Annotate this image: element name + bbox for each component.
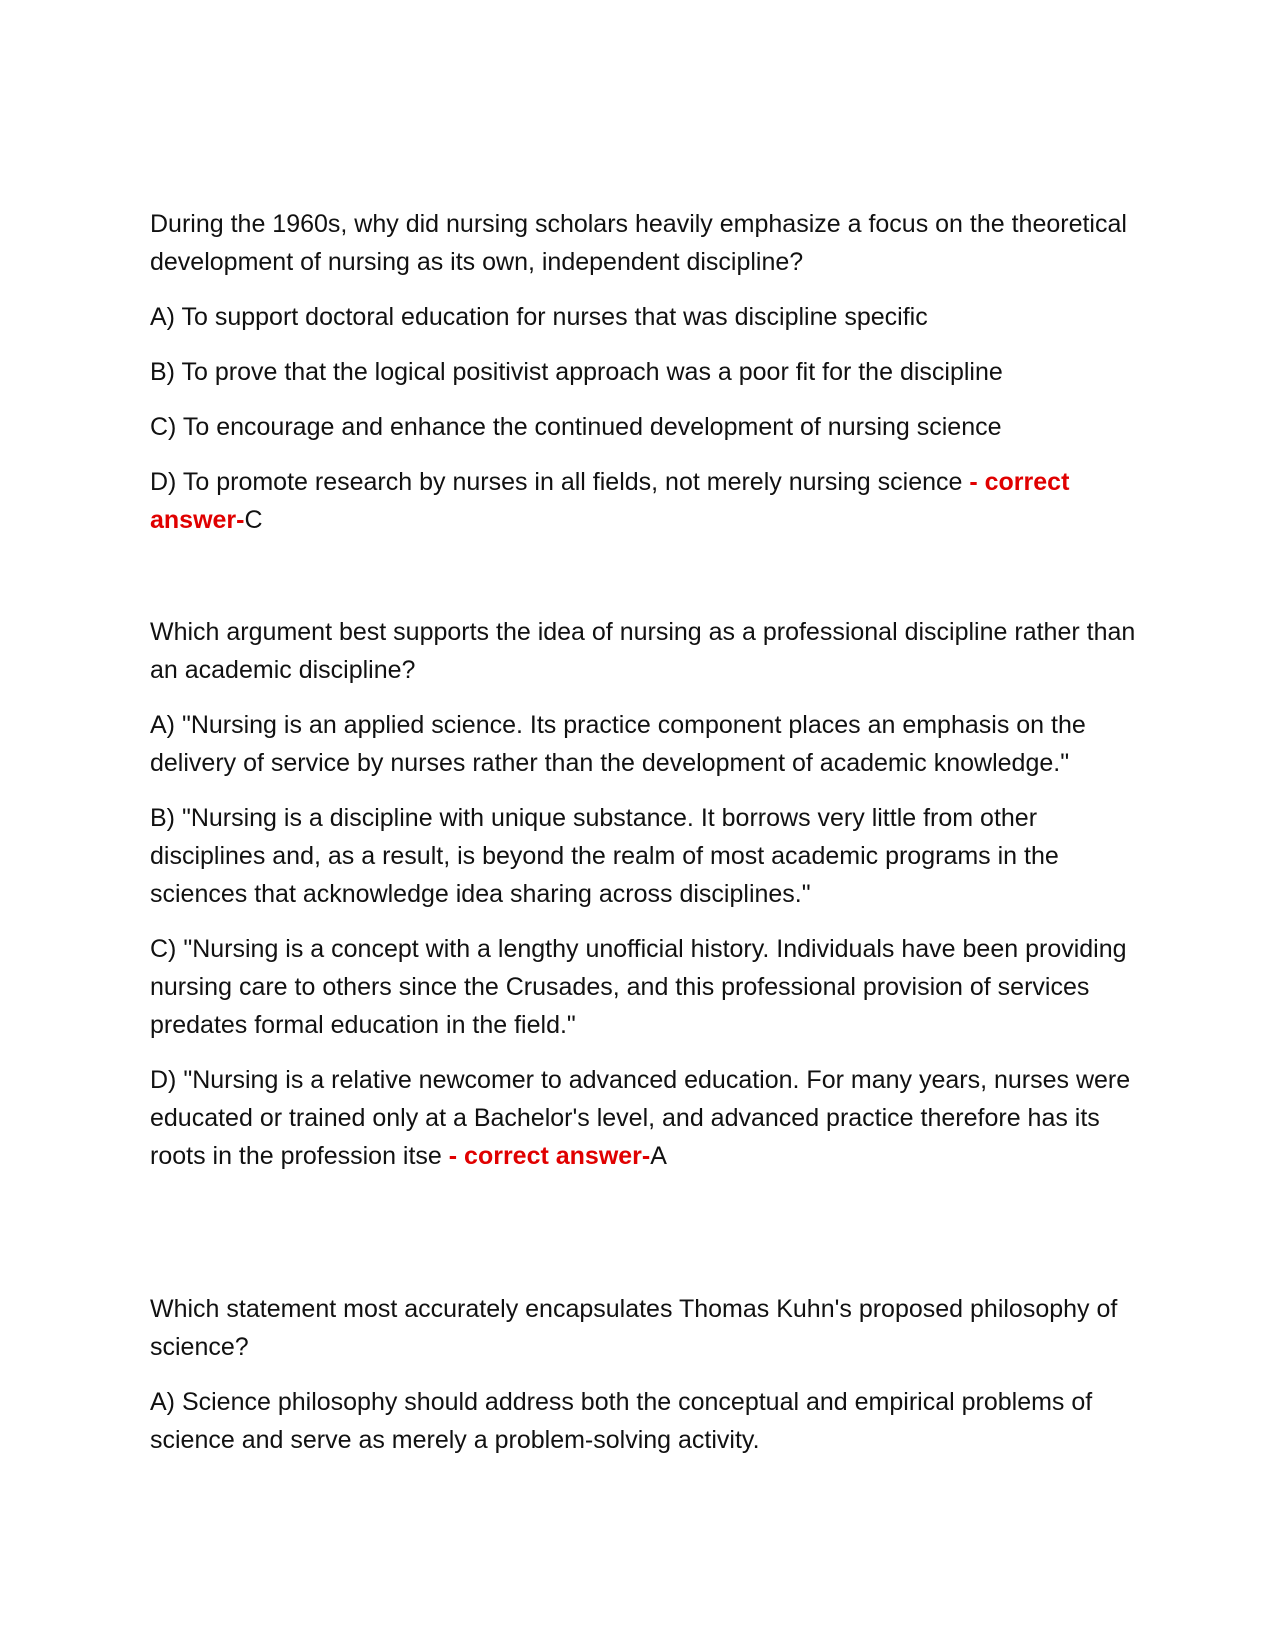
answer: A [650, 1142, 667, 1170]
option-b: B) To prove that the logical positivist approach was a poor fit for the discipline [150, 358, 1003, 386]
question-2 [150, 613, 1140, 1175]
question-text: During the 1960s, why did nursing scholars heavily emphasize a focus on the theoretical development of nursing as its own, independent discipline? [150, 210, 1127, 276]
question-text: Which statement most accurately encapsulates Thomas Kuhn's proposed philosophy of science? [150, 1295, 1118, 1361]
option-b: B) "Nursing is a discipline with unique substance. It borrows very little from other disciplines and, as a result, is beyond the realm of most academic programs in the sciences that acknowledge idea sharing across disciplines." [150, 804, 1059, 908]
answer-marker: - correct answer- [150, 468, 1070, 534]
option-c: C) To encourage and enhance the continued development of nursing science [150, 413, 1002, 441]
option-c: C) "Nursing is a concept with a lengthy unofficial history. Individuals have been providing nursing care to others since the Crusades, and this professional provision of services predates formal education in the field." [150, 935, 1127, 1039]
answer-marker: - correct answer- [441, 1142, 651, 1170]
option-d: D) To promote research by nurses in all fields, not merely nursing science [150, 468, 963, 496]
question-1 [150, 205, 1140, 539]
question-3 [150, 1290, 1140, 1459]
option-d: D) "Nursing is a relative newcomer to advanced education. For many years, nurses were educated or trained only at a Bachelor's level, and advanced practice therefore has its roots in the profession itse [150, 1066, 1131, 1170]
option-a: A) To support doctoral education for nurses that was discipline specific [150, 303, 928, 331]
option-a: A) Science philosophy should address both the conceptual and empirical problems of science and serve as merely a problem-solving activity. [150, 1388, 1093, 1454]
option-a: A) "Nursing is an applied science. Its practice component places an emphasis on the delivery of service by nurses rather than the development of academic knowledge." [150, 711, 1086, 777]
question-text: Which argument best supports the idea of nursing as a professional discipline rather than an academic discipline? [150, 618, 1136, 684]
answer: C [244, 506, 263, 534]
